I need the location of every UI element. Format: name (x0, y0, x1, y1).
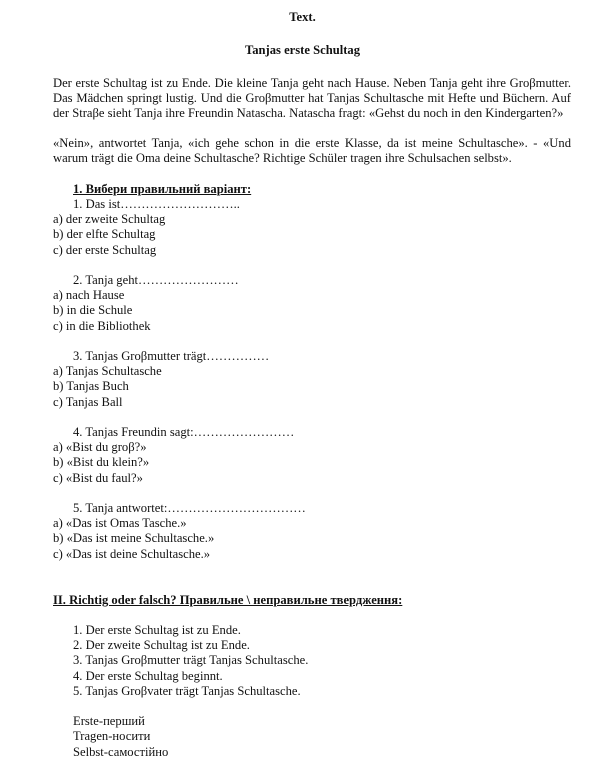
question-1-option-a: a) der zweite Schultag (53, 212, 166, 226)
passage-paragraph-2: «Nein», antwortet Tanja, «ich gehe schon in die erste Klasse, da ist meine Schultasche». - «Und warum trägt die Oma deine Schultasche? Richtige Schüler tragen ihre Schulsachen selbst». (53, 136, 571, 166)
question-5-option-c: c) «Das ist deine Schultasche.» (53, 547, 211, 561)
question-3-stem: 3. Tanjas Groβmutter trägt…………… (73, 349, 270, 363)
question-2-stem: 2. Tanja geht…………………… (73, 273, 239, 287)
vocab-item-2: Tragen-носити (73, 729, 151, 743)
question-2-option-a: a) nach Hause (53, 288, 125, 302)
question-5-option-a: a) «Das ist Omas Tasche.» (53, 516, 187, 530)
task1-heading: 1. Вибери правильний варіант: (73, 182, 252, 196)
question-3-option-b: b) Tanjas Buch (53, 379, 129, 393)
question-2-option-c: c) in die Bibliothek (53, 319, 151, 333)
statement-2: 2. Der zweite Schultag ist zu Ende. (73, 638, 250, 652)
question-5-option-b: b) «Das ist meine Schultasche.» (53, 531, 215, 545)
statement-1: 1. Der erste Schultag ist zu Ende. (73, 623, 241, 637)
question-5-stem: 5. Tanja antwortet:…………………………… (73, 501, 306, 515)
question-1-stem: 1. Das ist……………………….. (73, 197, 240, 211)
document-title: Tanjas erste Schultag (245, 43, 360, 57)
question-4-option-c: c) «Bist du faul?» (53, 471, 143, 485)
vocab-item-1: Erste-перший (73, 714, 145, 728)
passage-paragraph-1: Der erste Schultag ist zu Ende. Die kleine Tanja geht nach Hause. Neben Tanja geht ihre Groβmutter. Das Mädchen springt lustig. Und die Groβmutter hat Tanjas Schultasche mit Hefte und Büchern. Auf der Straβe sieht Tanja ihre Freundin Natascha. Natascha fragt: «Gehst du noch in den Kindergarten?» (53, 76, 571, 121)
question-1-option-c: c) der erste Schultag (53, 243, 157, 257)
question-1-option-b: b) der elfte Schultag (53, 227, 156, 241)
document-label: Text. (289, 10, 316, 24)
question-3-option-c: c) Tanjas Ball (53, 395, 123, 409)
question-4-option-a: a) «Bist du groβ?» (53, 440, 147, 454)
question-2-option-b: b) in die Schule (53, 303, 133, 317)
question-4-option-b: b) «Bist du klein?» (53, 455, 150, 469)
question-3-option-a: a) Tanjas Schultasche (53, 364, 162, 378)
vocab-item-3: Selbst-самостійно (73, 745, 169, 759)
question-4-stem: 4. Tanjas Freundin sagt:…………………… (73, 425, 295, 439)
task2-heading: II. Richtig oder falsch? Правильне \ неправильне твердження: (53, 593, 403, 607)
statement-4: 4. Der erste Schultag beginnt. (73, 669, 223, 683)
statement-3: 3. Tanjas Groβmutter trägt Tanjas Schultasche. (73, 653, 309, 667)
statement-5: 5. Tanjas Groβvater trägt Tanjas Schultasche. (73, 684, 301, 698)
